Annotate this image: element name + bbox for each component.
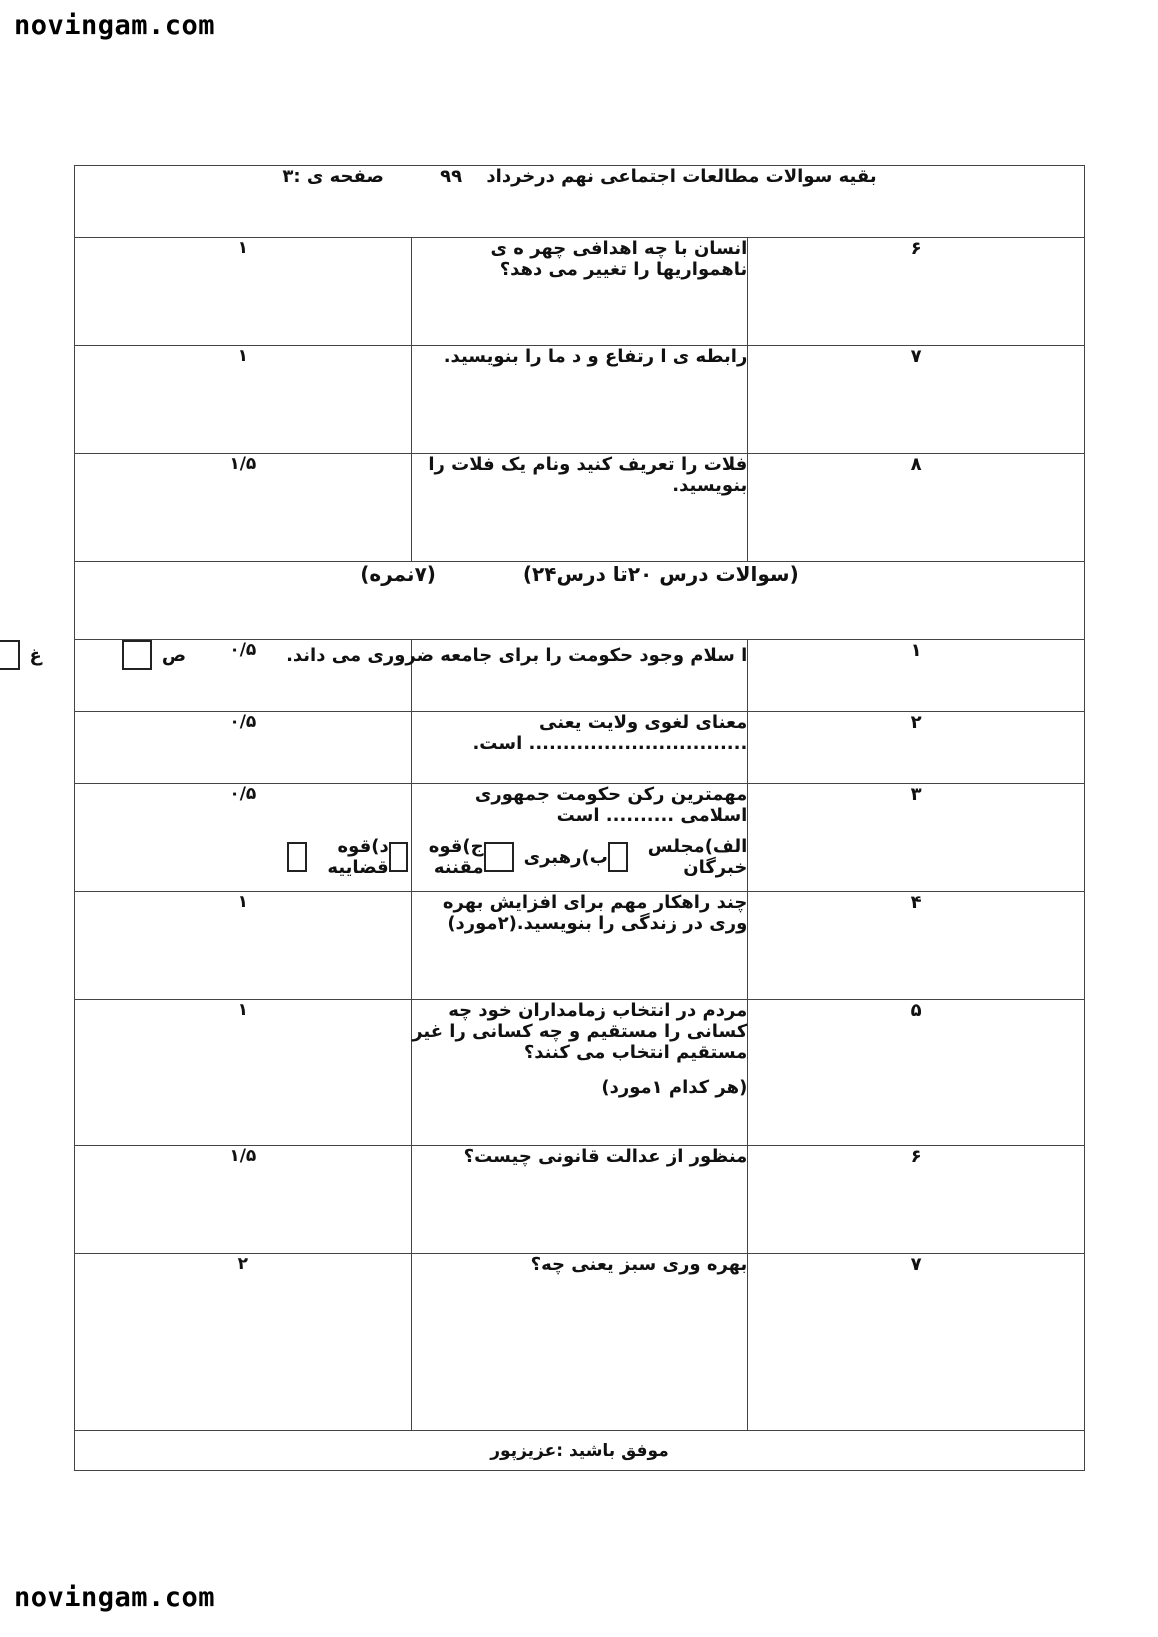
checkbox-b[interactable]: [484, 842, 514, 872]
question-row: [75, 712, 1085, 784]
score-cell: ۱: [75, 1000, 412, 1146]
option-b: [484, 836, 608, 878]
question-text: مهمترین رکن حکومت جمهوری اسلامی .......... است: [474, 784, 748, 826]
score-cell: ۱/۵: [75, 454, 412, 562]
question-row: [75, 454, 1085, 562]
question-number: ۶: [748, 1146, 1085, 1254]
score-cell: ۰/۵: [75, 712, 412, 784]
option-b-label: ب)رهبری: [523, 846, 608, 868]
header-cell: [75, 166, 1085, 238]
question-row: [75, 346, 1085, 454]
question-text: انسان با چه اهدافی چهر ه ی ناهمواریها را تغییر می دهد؟: [411, 238, 748, 346]
option-true-label: ص: [161, 644, 187, 666]
checkbox-a[interactable]: [608, 842, 629, 872]
question-text: مردم در انتخاب زمامداران خود چه کسانی را مستقیم و چه کسانی را غیر مستقیم انتخاب می کنند؟: [412, 1000, 748, 1063]
question-number: ۶: [748, 238, 1085, 346]
option-d: [287, 836, 388, 878]
score-cell: ۱/۵: [75, 1146, 412, 1254]
option-c: [389, 836, 484, 878]
option-c-label: ج)قوه مقننه: [428, 836, 484, 878]
checkbox-true[interactable]: [122, 640, 152, 670]
question-row: [75, 1254, 1085, 1431]
question-cell: [411, 1000, 748, 1146]
section-title: (سوالات درس ۲۰تا درس۲۴): [522, 562, 799, 586]
option-d-label: د)قوه قضاییه: [327, 836, 389, 878]
option-true: [122, 640, 186, 670]
question-row: [75, 1146, 1085, 1254]
watermark-bottom: novingam.com: [14, 1582, 216, 1613]
question-text: چند راهکار مهم برای افزایش بهره وری در زندگی را بنویسید.(۲مورد): [411, 892, 748, 1000]
options-row: [327, 836, 748, 878]
watermark-top: novingam.com: [14, 10, 216, 41]
header-row: [75, 166, 1085, 238]
score-cell: ۲: [75, 1254, 412, 1431]
exam-title: بقیه سوالات مطالعات اجتماعی نهم درخرداد: [486, 166, 877, 187]
question-number: ۱: [748, 640, 1085, 712]
question-number: ۷: [748, 1254, 1085, 1431]
question-number: ۴: [748, 892, 1085, 1000]
score-cell: ۰/۵: [75, 784, 412, 892]
question-number: ۵: [748, 1000, 1085, 1146]
option-false: [0, 640, 42, 670]
page-number: صفحه ی :۳: [282, 166, 384, 187]
option-false-label: غ: [29, 644, 42, 666]
question-number: ۲: [748, 712, 1085, 784]
question-row: [75, 784, 1085, 892]
question-text: فلات را تعریف کنید ونام یک فلات را بنویسید.: [411, 454, 748, 562]
question-subtext: (هر کدام ۱مورد): [601, 1077, 748, 1098]
question-text: منظور از عدالت قانونی چیست؟: [411, 1146, 748, 1254]
footer-message: موفق باشید :عزیزپور: [75, 1431, 1085, 1471]
question-text: ا سلام وجود حکومت را برای جامعه ضروری می داند.: [286, 644, 748, 666]
checkbox-false[interactable]: [0, 640, 20, 670]
question-text: بهره وری سبز یعنی چه؟: [411, 1254, 748, 1431]
question-row: [75, 1000, 1085, 1146]
option-a-label: الف)مجلس خبرگان: [647, 836, 748, 878]
section-marks: (۷نمره): [360, 562, 436, 586]
score-cell: ۰/۵: [75, 640, 412, 712]
score-cell: ۱: [75, 892, 412, 1000]
checkbox-d[interactable]: [287, 842, 307, 872]
exam-year: ۹۹: [440, 166, 463, 187]
checkbox-c[interactable]: [389, 842, 408, 872]
question-row: [75, 640, 1085, 712]
question-cell: [327, 784, 748, 892]
question-number: ۳: [748, 784, 1085, 892]
score-cell: ۱: [75, 238, 412, 346]
section-header-cell: [75, 562, 1085, 640]
question-text: رابطه ی ا رتفاع و د ما را بنویسید.: [411, 346, 748, 454]
question-text: معنای لغوی ولایت یعنی ................................ است.: [411, 712, 748, 784]
option-a: [608, 836, 748, 878]
question-row: [75, 892, 1085, 1000]
exam-table: [29, 165, 1085, 1471]
question-number: ۷: [748, 346, 1085, 454]
question-number: ۸: [748, 454, 1085, 562]
score-cell: ۱: [75, 346, 412, 454]
question-row: [75, 238, 1085, 346]
footer-row: [75, 1431, 1085, 1471]
section-header-row: [75, 562, 1085, 640]
